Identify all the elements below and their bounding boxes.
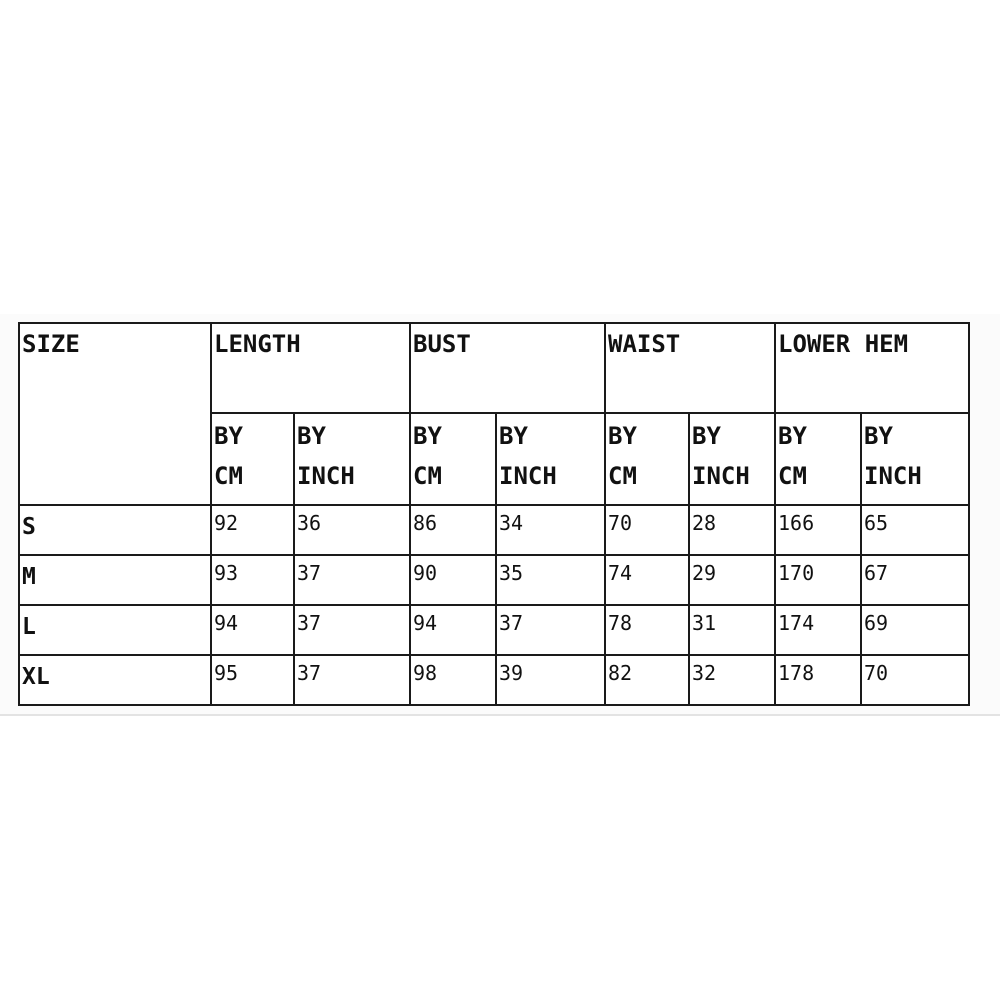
table-cell: 93 <box>211 555 294 605</box>
lower-hem-inch-header <box>861 413 969 505</box>
bust-header: BUST <box>410 323 605 413</box>
table-cell: 28 <box>689 505 775 555</box>
bust-cm-header <box>410 413 496 505</box>
table-cell: 82 <box>605 655 689 705</box>
unit-label: INCH <box>864 462 922 490</box>
table-cell: 98 <box>410 655 496 705</box>
table-cell: 32 <box>689 655 775 705</box>
waist-header: WAIST <box>605 323 775 413</box>
table-cell: 86 <box>410 505 496 555</box>
unit-label: CM <box>608 462 637 490</box>
table-cell: 94 <box>211 605 294 655</box>
table-cell: 94 <box>410 605 496 655</box>
table-cell: 170 <box>775 555 861 605</box>
lower-hem-cm-header <box>775 413 861 505</box>
size-cell: M <box>19 555 211 605</box>
length-header: LENGTH <box>211 323 410 413</box>
table-cell: 65 <box>861 505 969 555</box>
table-cell: 39 <box>496 655 605 705</box>
unit-by: BY <box>297 422 326 450</box>
unit-label: INCH <box>692 462 750 490</box>
table-cell: 92 <box>211 505 294 555</box>
table-cell: 70 <box>861 655 969 705</box>
table-cell: 95 <box>211 655 294 705</box>
table-row <box>19 655 969 705</box>
unit-label: INCH <box>297 462 355 490</box>
unit-label: CM <box>413 462 442 490</box>
table-cell: 36 <box>294 505 410 555</box>
table-cell: 31 <box>689 605 775 655</box>
unit-by: BY <box>692 422 721 450</box>
unit-by: BY <box>214 422 243 450</box>
unit-by: BY <box>608 422 637 450</box>
table-cell: 34 <box>496 505 605 555</box>
table-cell: 70 <box>605 505 689 555</box>
waist-inch-header <box>689 413 775 505</box>
table-cell: 37 <box>294 605 410 655</box>
table-cell: 37 <box>496 605 605 655</box>
table-row <box>19 605 969 655</box>
unit-by: BY <box>499 422 528 450</box>
table-cell: 35 <box>496 555 605 605</box>
table-row <box>19 505 969 555</box>
table-cell: 37 <box>294 655 410 705</box>
table-cell: 178 <box>775 655 861 705</box>
unit-by: BY <box>864 422 893 450</box>
table-cell: 166 <box>775 505 861 555</box>
lower-hem-header: LOWER HEM <box>775 323 969 413</box>
table-cell: 29 <box>689 555 775 605</box>
unit-label: CM <box>214 462 243 490</box>
length-inch-header <box>294 413 410 505</box>
bust-inch-header <box>496 413 605 505</box>
unit-label: CM <box>778 462 807 490</box>
unit-label: INCH <box>499 462 557 490</box>
size-header: SIZE <box>19 323 211 505</box>
unit-by: BY <box>778 422 807 450</box>
size-cell: XL <box>19 655 211 705</box>
table-cell: 69 <box>861 605 969 655</box>
header-row <box>19 323 969 413</box>
size-chart-table <box>18 322 970 706</box>
waist-cm-header <box>605 413 689 505</box>
table-cell: 74 <box>605 555 689 605</box>
table-cell: 90 <box>410 555 496 605</box>
size-cell: S <box>19 505 211 555</box>
table-cell: 37 <box>294 555 410 605</box>
table-row <box>19 555 969 605</box>
unit-by: BY <box>413 422 442 450</box>
table-cell: 67 <box>861 555 969 605</box>
table-cell: 78 <box>605 605 689 655</box>
size-cell: L <box>19 605 211 655</box>
table-cell: 174 <box>775 605 861 655</box>
length-cm-header <box>211 413 294 505</box>
